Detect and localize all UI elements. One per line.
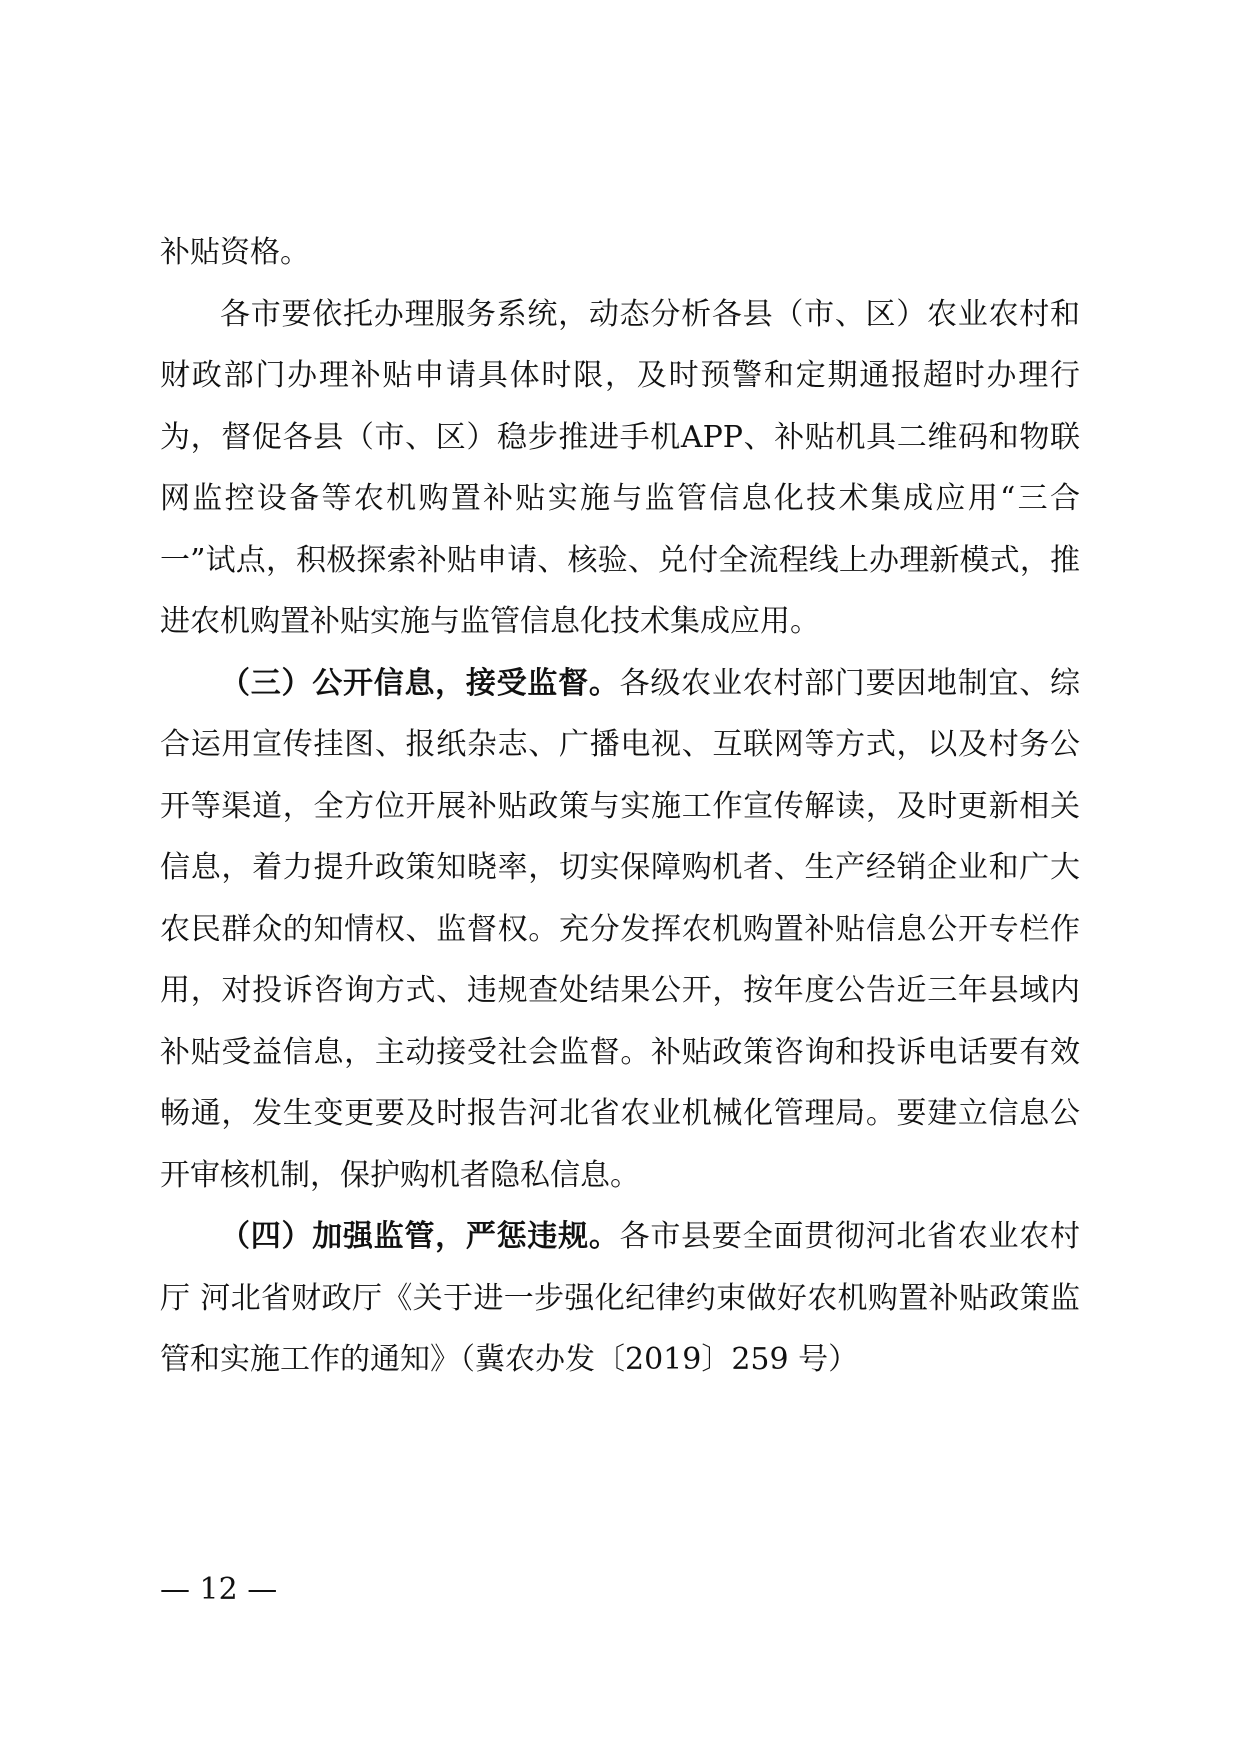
paragraph-public-information bbox=[160, 653, 1080, 1207]
paragraph-supervision bbox=[160, 1206, 1080, 1391]
section-text-public-information: 各级农业农村部门要因地制宜、综合运用宣传挂图、报纸杂志、广播电视、互联网等方式，以及村务公开等渠道，全方位开展补贴政策与实施工作宣传解读，及时更新相关信息，着力提升政策知晓率，切实保障购机者、生产经销企业和广大农民群众的知情权、监督权。充分发挥农机购置补贴信息公开专栏作用，对投诉咨询方式、违规查处结果公开，按年度公告近三年县域内补贴受益信息，主动接受社会监督。补贴政策咨询和投诉电话要有效畅通，发生变更要及时报告河北省农业机械化管理局。要建立信息公开审核机制，保护购机者隐私信息。 bbox=[160, 665, 1081, 1193]
page-number: — 12 — bbox=[160, 1572, 278, 1607]
document-body bbox=[160, 222, 1080, 1391]
paragraph-system-management: 各市要依托办理服务系统，动态分析各县（市、区）农业农村和财政部门办理补贴申请具体时限，及时预警和定期通报超时办理行为，督促各县（市、区）稳步推进手机APP、补贴机具二维码和物联网监控设备等农机购置补贴实施与监管信息化技术集成应用“三合一”试点，积极探索补贴申请、核验、兑付全流程线上办理新模式，推进农机购置补贴实施与监管信息化技术集成应用。 bbox=[160, 296, 1080, 639]
section-text-supervision: 各市县要全面贯彻河北省农业农村厅 河北省财政厅《关于进一步强化纪律约束做好农机购置补贴政策监管和实施工作的通知》（冀农办发〔2019〕259 号） bbox=[160, 1219, 1081, 1377]
section-heading-supervision: （四）加强监管，严惩违规。 bbox=[220, 1219, 620, 1254]
paragraph-continuation: 补贴资格。 bbox=[160, 235, 310, 270]
section-heading-public-information: （三）公开信息，接受监督。 bbox=[220, 665, 620, 701]
